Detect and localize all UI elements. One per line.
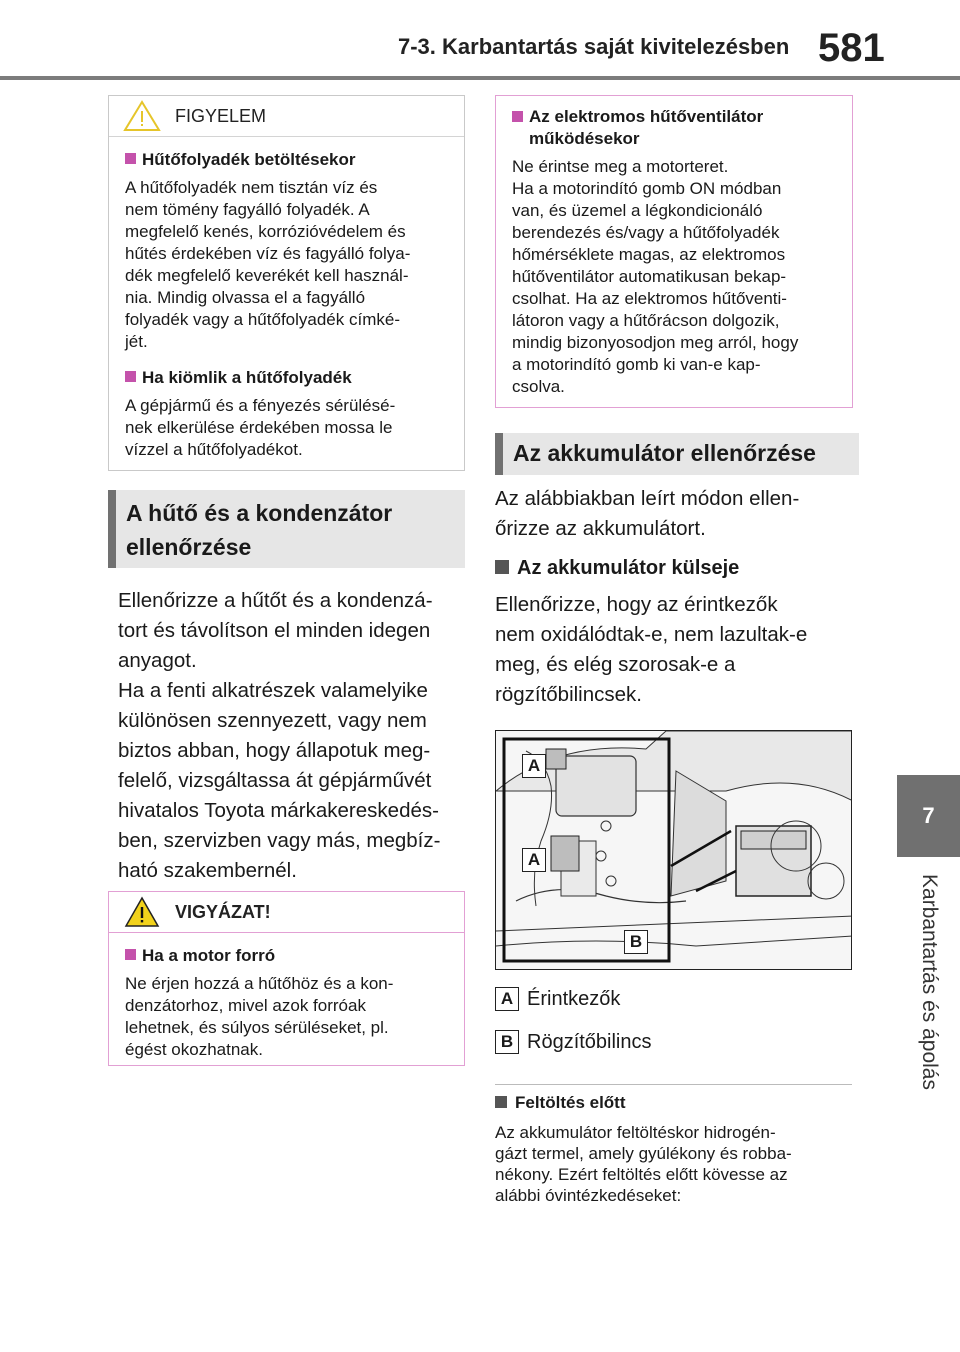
header-rule: [0, 76, 960, 80]
callout-b-clamp: B: [624, 930, 648, 954]
battery-intro-text: Az alábbiakban leírt módon ellen- őrizze az akkumulátort.: [495, 487, 800, 540]
bullet-square-icon: [125, 153, 136, 164]
before-charging-heading: Feltöltés előtt: [495, 1093, 626, 1113]
figyelem-item-text: A hűtőfolyadék nem tisztán víz és nem tömény fagyálló folyadék. A megfelelő kenés, korrózióvédelem és hűtés érdekében víz és fagyálló folya- dék megfelelő keverékét kell használ- nia. Mindig olvassa el a fagyálló folyadék vagy a hűtőfolyadék címké- jét.: [125, 178, 411, 351]
legend-text: Érintkezők: [527, 987, 621, 1010]
divider: [495, 1084, 852, 1085]
figyelem-item-heading: Hűtőfolyadék betöltésekor: [125, 149, 448, 171]
before-charging-text: Az akkumulátor feltöltéskor hidrogén- gázt termel, amely gyúlékony és robba- nékony. Ezért feltöltés előtt kövesse az alábbi óvintézkedéseket:: [495, 1123, 792, 1205]
vigyazat-title: VIGYÁZAT!: [175, 901, 271, 922]
legend-item: [495, 987, 620, 1011]
fan-warning-box: [495, 95, 853, 408]
callout-a-terminal: A: [522, 754, 546, 778]
battery-exterior-text: Ellenőrizze, hogy az érintkezők nem oxidálódtak-e, nem lazultak-e meg, és elég szorosak-e a rögzítőbilincsek.: [495, 593, 808, 706]
legend-key: A: [495, 987, 519, 1011]
chapter-tab-label: [897, 862, 960, 1102]
battery-illustration: [495, 730, 852, 970]
page-number: 581: [818, 26, 885, 70]
bullet-square-icon: [495, 1096, 507, 1108]
legend-text: Rögzítőbilincs: [527, 1030, 652, 1053]
section-heading-radiator: A hűtő és a kondenzátor ellenőrzése: [108, 490, 465, 568]
vigyazat-header: [109, 892, 464, 933]
section-heading-battery: Az akkumulátor ellenőrzése: [495, 433, 859, 475]
vigyazat-item-text: Ne érjen hozzá a hűtőhöz és a kon- denzátorhoz, mivel azok forróak lehetnek, és súlyos sérüléseket, pl. égést okozhatnak.: [125, 974, 394, 1059]
chapter-tab-label-text: Karbantartás és ápolás: [917, 874, 941, 1090]
vigyazat-item-heading: Ha a motor forró: [125, 945, 448, 967]
figyelem-box: [108, 95, 465, 471]
figyelem-header: [109, 96, 464, 137]
running-header-title: 7-3. Karbantartás saját kivitelezésben: [398, 34, 790, 59]
legend-key: B: [495, 1030, 519, 1054]
chapter-tab-number: 7: [897, 775, 960, 857]
fan-box-text: Ne érintse meg a motorteret. Ha a motorindító gomb ON módban van, és üzemel a légkondicionáló berendezés és/vagy a hűtőfolyadék hőmérséklete magas, az elektromos hűtőventilátor automatikusan bekap- csolhat. Ha az elektromos hűtőventi- látoron vagy a hűtőrácson dolgozik, mindig bizonyosodjon meg arról, hogy a motorindító gomb ki van-e kap- csolva.: [512, 157, 799, 396]
figyelem-title: FIGYELEM: [175, 105, 267, 126]
callout-a-terminal: A: [522, 848, 546, 872]
figyelem-item-text: A gépjármű és a fényezés sérülésé- nek elkerülése érdekében mossa le vízzel a hűtőfolyadékot.: [125, 396, 396, 459]
bullet-square-icon: [512, 111, 523, 122]
warning-triangle-filled-icon: [109, 896, 175, 928]
bullet-square-icon: [125, 949, 136, 960]
engine-bay-drawing: [496, 731, 852, 970]
vigyazat-box: [108, 891, 465, 1066]
fan-box-heading: Az elektromos hűtőventilátor működésekor: [512, 106, 836, 150]
radiator-body-text: Ellenőrizze a hűtőt és a kondenzá- tort és távolítson el minden idegen anyagot. Ha a fenti alkatrészek valamelyike különösen szennyezett, vagy nem biztos abban, hogy állapotuk meg- felelő, vizsgáltassa át gépjárművét hivatalos Toyota márkakereskedés- ben, szervizben vagy más, megbíz- ható szakembernél.: [118, 589, 441, 882]
legend-item: [495, 1030, 652, 1054]
bullet-square-icon: [495, 560, 509, 574]
battery-exterior-heading: Az akkumulátor külseje: [495, 557, 739, 580]
warning-triangle-outline-icon: [109, 100, 175, 132]
figyelem-item-heading: Ha kiömlik a hűtőfolyadék: [125, 367, 448, 389]
bullet-square-icon: [125, 371, 136, 382]
